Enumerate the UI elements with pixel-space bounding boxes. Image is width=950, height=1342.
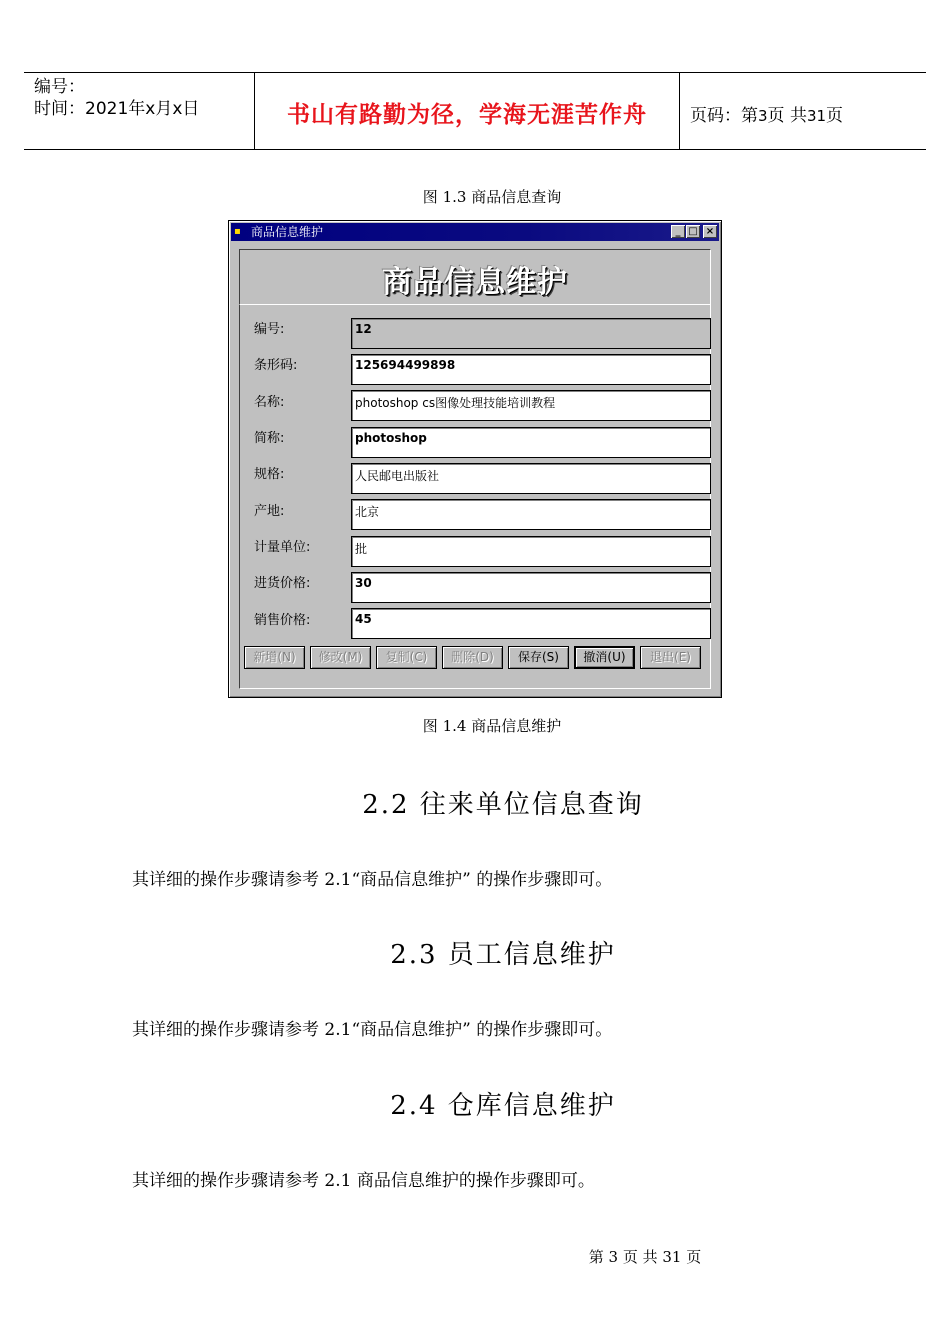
section-heading-2-3: 2.3 员工信息维护 xyxy=(390,940,616,970)
window-title: 商品信息维护 xyxy=(251,225,324,239)
field-id[interactable]: 12 xyxy=(351,318,711,349)
page-mid: 页 共 xyxy=(767,106,807,126)
field-unit[interactable]: 批 xyxy=(351,536,711,567)
field-label-id: 编号: xyxy=(254,322,285,337)
field-label-unit: 计量单位: xyxy=(254,540,311,555)
close-button[interactable]: × xyxy=(703,225,717,238)
figure-caption-1-3: 图 1.3 商品信息查询 xyxy=(422,188,562,206)
page-number: 3 xyxy=(758,107,768,125)
maximize-button[interactable]: □ xyxy=(686,225,700,238)
section-text-2-2: 其详细的操作步骤请参考 2.1“商品信息维护” 的操作步骤即可。 xyxy=(132,870,613,890)
page-footer: 第 3 页 共 31 页 xyxy=(588,1248,702,1266)
field-label-sale-price: 销售价格: xyxy=(254,613,311,628)
page-total: 31 xyxy=(806,107,827,125)
header-info xyxy=(34,76,199,120)
delete-button[interactable]: 删除(D) xyxy=(442,646,503,669)
header-divider xyxy=(679,72,680,150)
field-label-name: 名称: xyxy=(254,395,285,410)
header-bottom-rule xyxy=(24,149,926,150)
copy-button[interactable]: 复制(C) xyxy=(376,646,437,669)
exit-button[interactable]: 退出(E) xyxy=(640,646,701,669)
field-purchase-price[interactable]: 30 xyxy=(351,572,711,603)
header-page-info xyxy=(690,101,843,126)
minimize-button[interactable]: _ xyxy=(671,225,685,238)
header-motto: 书山有路勤为径，学海无涯苦作舟 xyxy=(287,102,647,128)
form-header-panel xyxy=(239,249,711,305)
modify-button[interactable]: 修改(M) xyxy=(310,646,371,669)
undo-button[interactable]: 撤消(U) xyxy=(574,646,635,669)
form-body-panel xyxy=(239,305,711,689)
app-icon: ▪ xyxy=(234,226,241,237)
header-top-rule xyxy=(24,72,926,73)
field-barcode[interactable]: 125694499898 xyxy=(351,354,711,385)
product-maintenance-window xyxy=(228,220,722,698)
doc-number-label: 编号： xyxy=(34,77,85,97)
save-button[interactable]: 保存(S) xyxy=(508,646,569,669)
field-label-spec: 规格: xyxy=(254,467,285,482)
section-heading-2-4: 2.4 仓库信息维护 xyxy=(390,1091,616,1121)
page-prefix: 页码：第 xyxy=(690,106,758,126)
new-button[interactable]: 新增(N) xyxy=(244,646,305,669)
field-spec[interactable]: 人民邮电出版社 xyxy=(351,463,711,494)
field-sale-price[interactable]: 45 xyxy=(351,608,711,639)
field-label-barcode: 条形码: xyxy=(254,358,298,373)
section-text-2-4: 其详细的操作步骤请参考 2.1 商品信息维护的操作步骤即可。 xyxy=(132,1171,595,1191)
window-titlebar[interactable] xyxy=(231,223,719,241)
figure-caption-1-4: 图 1.4 商品信息维护 xyxy=(422,717,562,735)
field-label-short-name: 简称: xyxy=(254,431,285,446)
field-origin[interactable]: 北京 xyxy=(351,499,711,530)
field-short-name[interactable]: photoshop xyxy=(351,427,711,458)
field-label-purchase-price: 进货价格: xyxy=(254,576,311,591)
section-heading-2-2: 2.2 往来单位信息查询 xyxy=(362,790,644,820)
field-name[interactable]: photoshop cs图像处理技能培训教程 xyxy=(351,390,711,421)
section-text-2-3: 其详细的操作步骤请参考 2.1“商品信息维护” 的操作步骤即可。 xyxy=(132,1020,613,1040)
form-heading: 商品信息维护 xyxy=(382,265,568,300)
page-suffix: 页 xyxy=(826,106,844,126)
field-label-origin: 产地: xyxy=(254,504,285,519)
doc-time-label: 时间：2021年x月x日 xyxy=(34,99,200,119)
header-divider xyxy=(254,72,255,150)
